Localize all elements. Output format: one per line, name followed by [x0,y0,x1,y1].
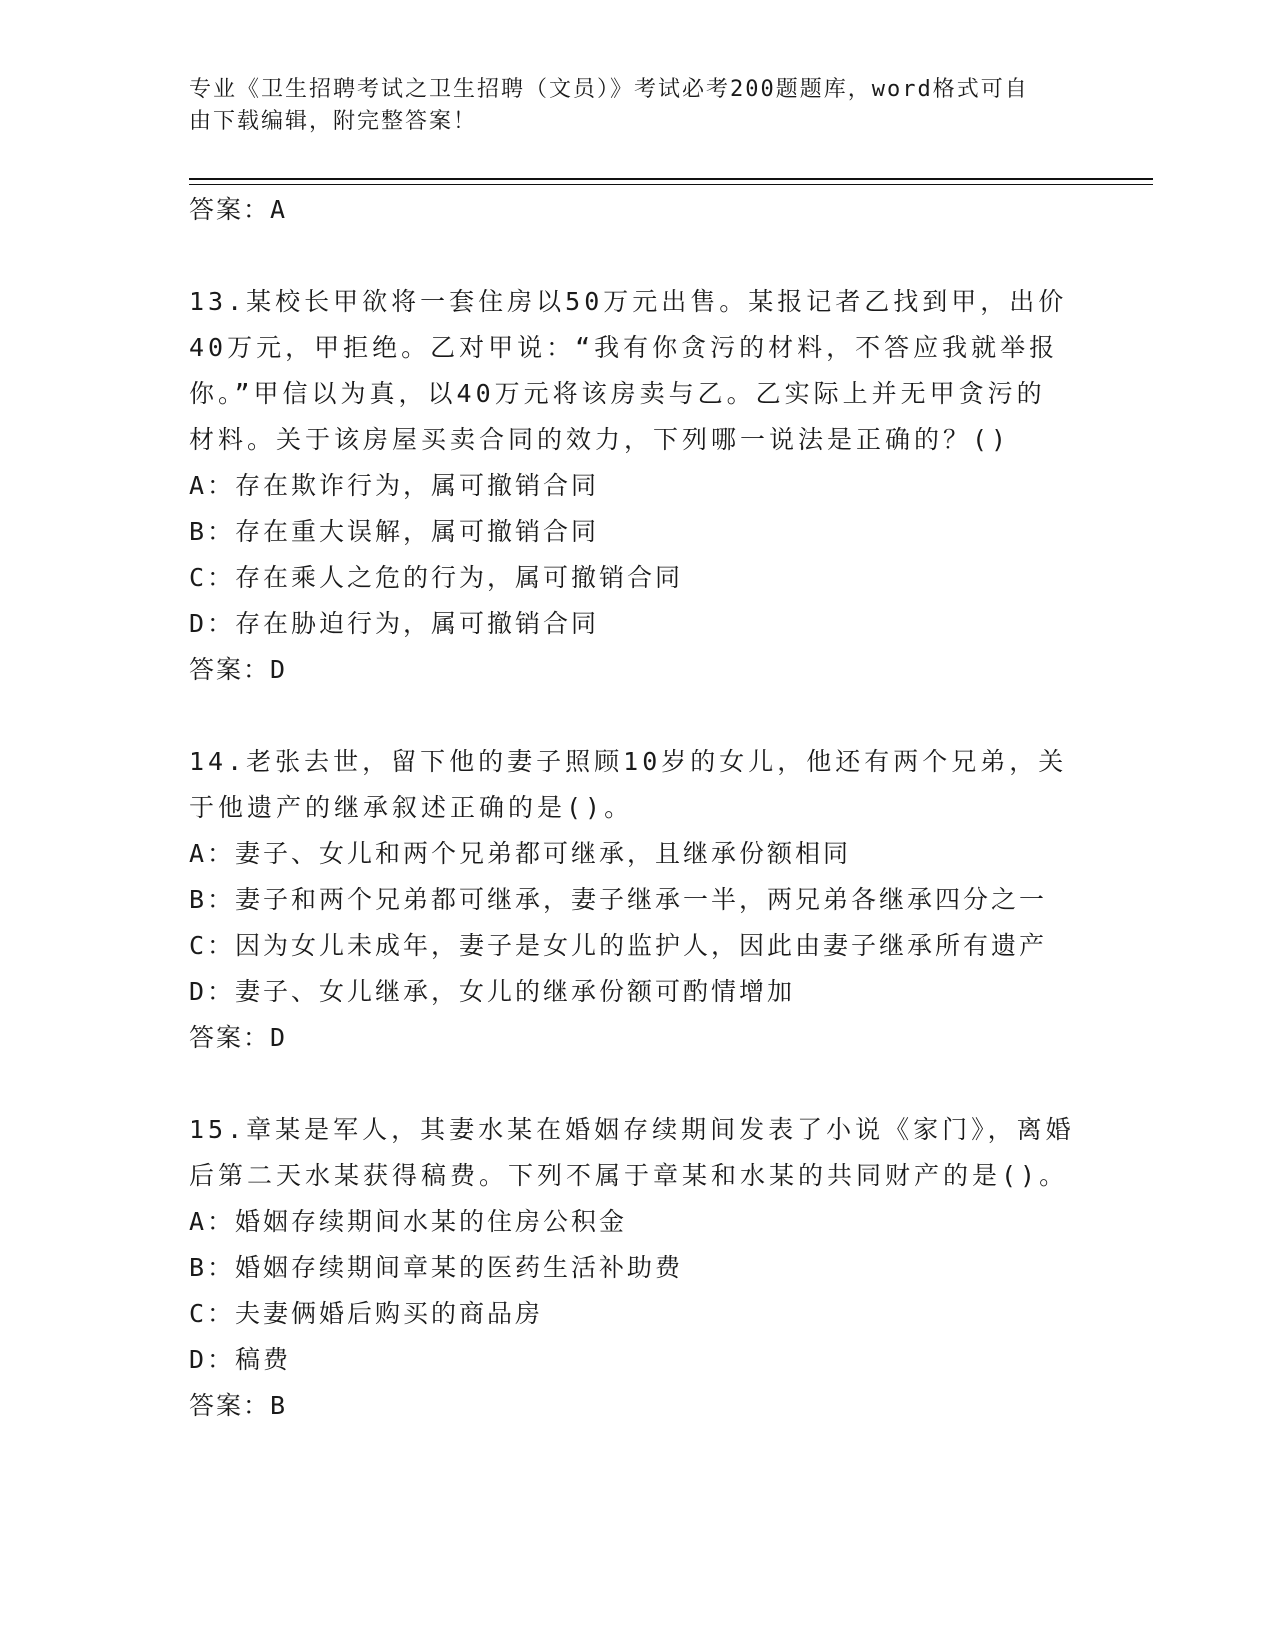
header-line-1: 专业《卫生招聘考试之卫生招聘（文员）》考试必考200题题库，word格式可自 [189,77,1029,102]
option-b: B：妻子和两个兄弟都可继承，妻子继承一半，两兄弟各继承四分之一 [189,885,1048,914]
stem-line: 13.某校长甲欲将一套住房以50万元出售。某报记者乙找到甲，出价 [189,287,1068,316]
stem-line: 后第二天水某获得稿费。下列不属于章某和水某的共同财产的是()。 [189,1161,1069,1190]
option-d: D：存在胁迫行为，属可撤销合同 [189,609,600,638]
option-c: C：夫妻俩婚后购买的商品房 [189,1299,544,1328]
question-15 [189,1107,1089,1429]
header-rule-thick [189,178,1153,180]
option-d: D：妻子、女儿继承，女儿的继承份额可酌情增加 [189,977,796,1006]
option-a: A：存在欺诈行为，属可撤销合同 [189,471,600,500]
answer-prev: 答案：A [189,195,288,224]
option-b: B：存在重大误解，属可撤销合同 [189,517,600,546]
option-a: A：妻子、女儿和两个兄弟都可继承，且继承份额相同 [189,839,852,868]
question-stem [189,739,1089,831]
answer: 答案：B [189,1391,288,1420]
question-14 [189,739,1089,1061]
question-stem [189,1107,1089,1199]
option-d: D：稿费 [189,1345,292,1374]
header-rule-thin [189,184,1153,185]
option-c: C：存在乘人之危的行为，属可撤销合同 [189,563,684,592]
option-a: A：婚姻存续期间水某的住房公积金 [189,1207,628,1236]
spacer [189,1061,1089,1107]
stem-line: 14.老张去世，留下他的妻子照顾10岁的女儿，他还有两个兄弟，关 [189,747,1068,776]
option-b: B：婚姻存续期间章某的医药生活补助费 [189,1253,684,1282]
spacer [189,233,1089,279]
header-line-2: 由下载编辑，附完整答案！ [189,109,478,134]
question-13 [189,279,1089,693]
stem-line: 材料。关于该房屋买卖合同的效力，下列哪一说法是正确的？() [189,425,1011,454]
option-c: C：因为女儿未成年，妻子是女儿的监护人，因此由妻子继承所有遗产 [189,931,1048,960]
questions-content [189,187,1089,1429]
spacer [189,693,1089,739]
document-header [189,74,1089,138]
answer: 答案：D [189,1023,288,1052]
stem-line: 于他遗产的继承叙述正确的是()。 [189,793,634,822]
question-stem [189,279,1089,463]
answer: 答案：D [189,655,288,684]
stem-line: 40万元，甲拒绝。乙对甲说：“我有你贪污的材料，不答应我就举报 [189,333,1059,362]
stem-line: 你。”甲信以为真，以40万元将该房卖与乙。乙实际上并无甲贪污的 [189,379,1046,408]
stem-line: 15.章某是军人，其妻水某在婚姻存续期间发表了小说《家门》，离婚 [189,1115,1075,1144]
